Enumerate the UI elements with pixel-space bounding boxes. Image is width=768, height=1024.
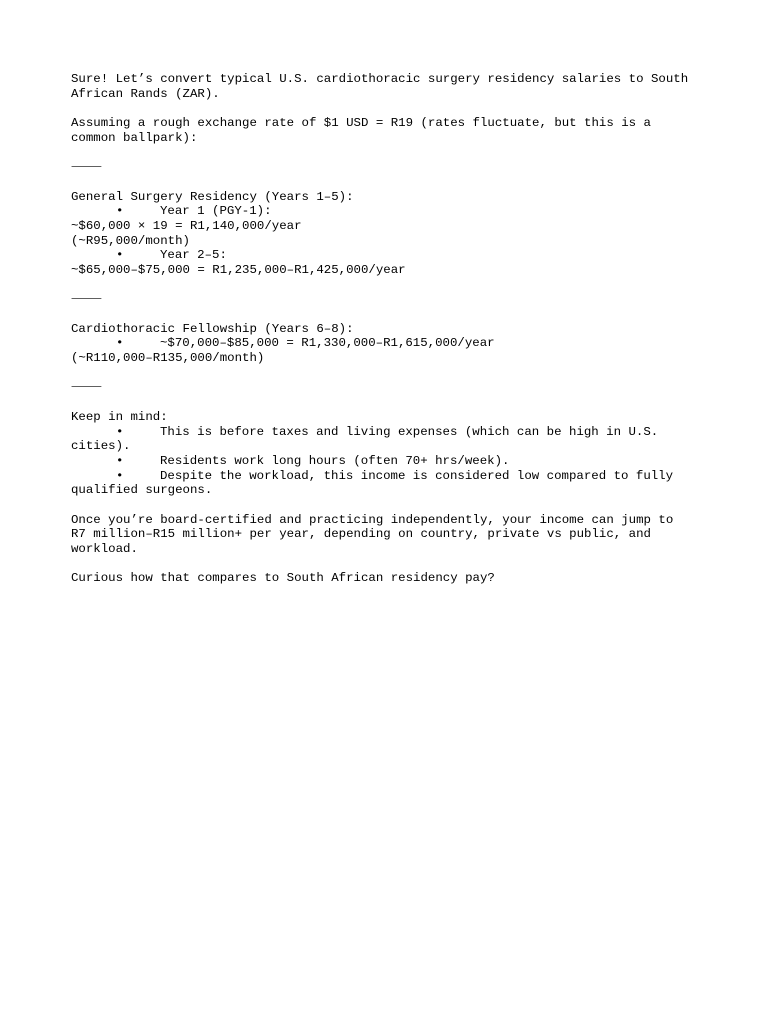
list-item-label: Year 1 (PGY-1): xyxy=(160,204,272,219)
list-item-text: This is before taxes and living expenses (which can be high in U.S. xyxy=(160,424,659,439)
blank-line xyxy=(71,101,711,116)
blank-line xyxy=(71,395,711,410)
list-item-text: qualified surgeons. xyxy=(71,483,213,498)
bullet-icon: • xyxy=(116,336,124,351)
bullet-icon: • xyxy=(116,453,124,468)
closing-line: Once you’re board-certified and practicing independently, your income can jump to xyxy=(71,512,674,527)
bullet-icon: • xyxy=(116,248,124,263)
list-item xyxy=(71,469,711,484)
assumption-line: Assuming a rough exchange rate of $1 USD = R19 (rates fluctuate, but this is a xyxy=(71,116,651,131)
section-heading-fellowship: Cardiothoracic Fellowship (Years 6–8): xyxy=(71,321,354,336)
list-item-text: ~$70,000–$85,000 = R1,330,000–R1,615,000/year xyxy=(160,336,495,351)
section-separator: ⸻ xyxy=(71,160,102,175)
closing-line: R7 million–R15 million+ per year, depending on country, private vs public, and xyxy=(71,527,651,542)
intro-line: Sure! Let’s convert typical U.S. cardiothoracic surgery residency salaries to South xyxy=(71,72,689,86)
list-item-text: ~$60,000 × 19 = R1,140,000/year xyxy=(71,218,302,233)
blank-line xyxy=(71,145,711,160)
closing-question: Curious how that compares to South African residency pay? xyxy=(71,571,495,586)
blank-line xyxy=(71,498,711,513)
blank-line xyxy=(71,366,711,381)
list-item-text: ~$65,000–$75,000 = R1,235,000–R1,425,000/year xyxy=(71,262,406,277)
bullet-icon: • xyxy=(116,204,124,219)
blank-line xyxy=(71,307,711,322)
list-item xyxy=(71,204,711,219)
list-item-text: (~R95,000/month) xyxy=(71,233,190,248)
list-item xyxy=(71,248,711,263)
list-item-text: cities). xyxy=(71,439,131,454)
section-separator: ⸻ xyxy=(71,380,102,395)
list-item xyxy=(71,454,711,469)
blank-line xyxy=(71,175,711,190)
list-item-text: Despite the workload, this income is considered low compared to fully xyxy=(160,468,674,483)
list-item xyxy=(71,336,711,351)
section-heading-keep-in-mind: Keep in mind: xyxy=(71,409,168,424)
intro-line: African Rands (ZAR). xyxy=(71,86,220,101)
bullet-icon: • xyxy=(116,468,124,483)
section-heading-general-surgery: General Surgery Residency (Years 1–5): xyxy=(71,189,354,204)
list-item-label: Year 2–5: xyxy=(160,248,227,263)
list-item xyxy=(71,425,711,440)
list-item-text: (~R110,000–R135,000/month) xyxy=(71,351,265,366)
section-separator: ⸻ xyxy=(71,292,102,307)
assumption-line: common ballpark): xyxy=(71,130,198,145)
blank-line xyxy=(71,557,711,572)
document-body xyxy=(71,72,711,586)
bullet-icon: • xyxy=(116,424,124,439)
closing-line: workload. xyxy=(71,542,138,556)
blank-line xyxy=(71,278,711,293)
list-item-text: Residents work long hours (often 70+ hrs/week). xyxy=(160,453,510,468)
